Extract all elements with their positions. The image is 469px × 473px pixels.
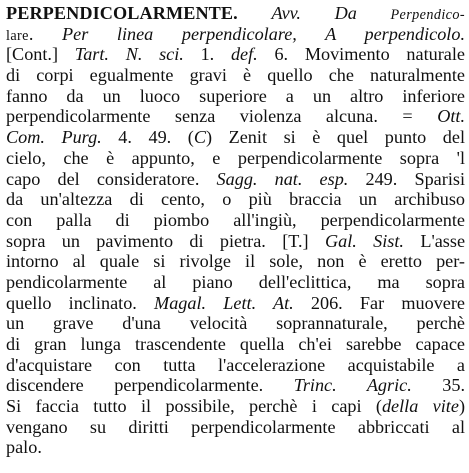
- text-run: vengano su diritti perpendicolarmente abbriccati al: [6, 416, 465, 437]
- entry-line: [6, 417, 465, 438]
- text-run: Si faccia tutto il possibile, perchè i capi (: [6, 396, 382, 417]
- entry-line: [6, 3, 465, 24]
- text-run: .: [28, 23, 63, 44]
- italic-run: Avv. Da: [271, 3, 391, 23]
- entry-line: [6, 86, 465, 107]
- italic-run: Per linea perpendicolare, A perpendicolo.: [62, 23, 465, 44]
- text-run: un grave d'una velocità soprannaturale, perchè: [6, 313, 465, 334]
- entry-line: [6, 106, 465, 127]
- text-run: cielo, che è appunto, e perpendicolarmente sopra 'l: [6, 147, 465, 168]
- entry-line: [6, 65, 465, 86]
- text-run: ): [458, 396, 465, 417]
- smallcaps-run: lare: [6, 27, 29, 44]
- text-run: pendicolarmente al piano dell'eclittica, ma sopra: [6, 271, 465, 292]
- text-run: 249. Sparisi: [348, 168, 465, 189]
- italic-run: Tart. N. sci.: [74, 44, 184, 65]
- text-run: 206. Far muovere: [293, 292, 465, 313]
- italic-run: Perpendico-: [390, 7, 465, 23]
- text-run: 35.: [411, 375, 465, 396]
- text-run: discendere perpendicolarmente.: [6, 375, 294, 396]
- dictionary-entry: [6, 3, 465, 471]
- entry-line: [6, 148, 465, 169]
- text-run: con palla di piombo all'ingiù, perpendicolarmente: [6, 209, 465, 230]
- text-run: L'asse: [403, 230, 465, 251]
- entry-line: [6, 437, 465, 458]
- entry-line: [6, 169, 465, 190]
- text-run: perpendicolarmente senza violenza alcuna. =: [6, 106, 438, 127]
- text-run: sopra un pavimento di pietra. [T.]: [6, 230, 325, 251]
- italic-run: Gal. Sist.: [324, 230, 404, 251]
- text-run: d'acquistare con tutta l'accelerazione acquistabile a: [6, 354, 465, 375]
- text-run: [Cont.]: [6, 44, 75, 65]
- entry-line: [6, 231, 465, 252]
- italic-run: Sagg. nat. esp.: [216, 168, 349, 189]
- entry-line: [6, 189, 465, 210]
- italic-run: Com. Purg.: [6, 127, 102, 148]
- entry-line: [6, 127, 465, 148]
- text-run: 1.: [183, 44, 231, 65]
- italic-run: C: [193, 127, 206, 148]
- entry-line: [6, 313, 465, 334]
- italic-run: della vite: [381, 396, 459, 417]
- text-run: ) Zenit si è quel punto del: [206, 127, 465, 148]
- italic-run: Trinc. Agric.: [293, 375, 412, 396]
- text-run: 6. Movimento naturale: [257, 44, 465, 65]
- text-run: 4. 49. (: [101, 127, 194, 148]
- text-run: di gran lunga trascendente quella ch'ei sarebbe capace: [6, 334, 465, 354]
- text-run: intorno al quale si rivolge il sole, non è eretto per-: [6, 251, 465, 272]
- entry-line: [6, 24, 465, 45]
- headword: PERPENDICOLARMENTE.: [6, 3, 238, 23]
- text-run: fanno da un luoco superiore a un altro inferiore: [6, 85, 465, 106]
- entry-line: [6, 334, 465, 355]
- entry-line: [6, 293, 465, 314]
- entry-line: [6, 210, 465, 231]
- text-run: capo del consideratore.: [6, 168, 217, 189]
- italic-run: def.: [230, 44, 258, 65]
- entry-line: [6, 251, 465, 272]
- italic-run: Ott.: [437, 106, 465, 127]
- entry-line: [6, 396, 465, 417]
- entry-line: [6, 44, 465, 65]
- text-run: palo.: [6, 437, 42, 458]
- italic-run: Magal. Lett. At.: [154, 292, 294, 313]
- entry-line: [6, 272, 465, 293]
- text-run: [238, 3, 272, 23]
- entry-line: [6, 375, 465, 396]
- text-run: di corpi egualmente gravi è quello che naturalmente: [6, 65, 465, 86]
- text-run: quello inclinato.: [6, 292, 155, 313]
- entry-line: [6, 355, 465, 376]
- text-run: da un'altezza di cento, o più braccia un archibuso: [6, 189, 465, 210]
